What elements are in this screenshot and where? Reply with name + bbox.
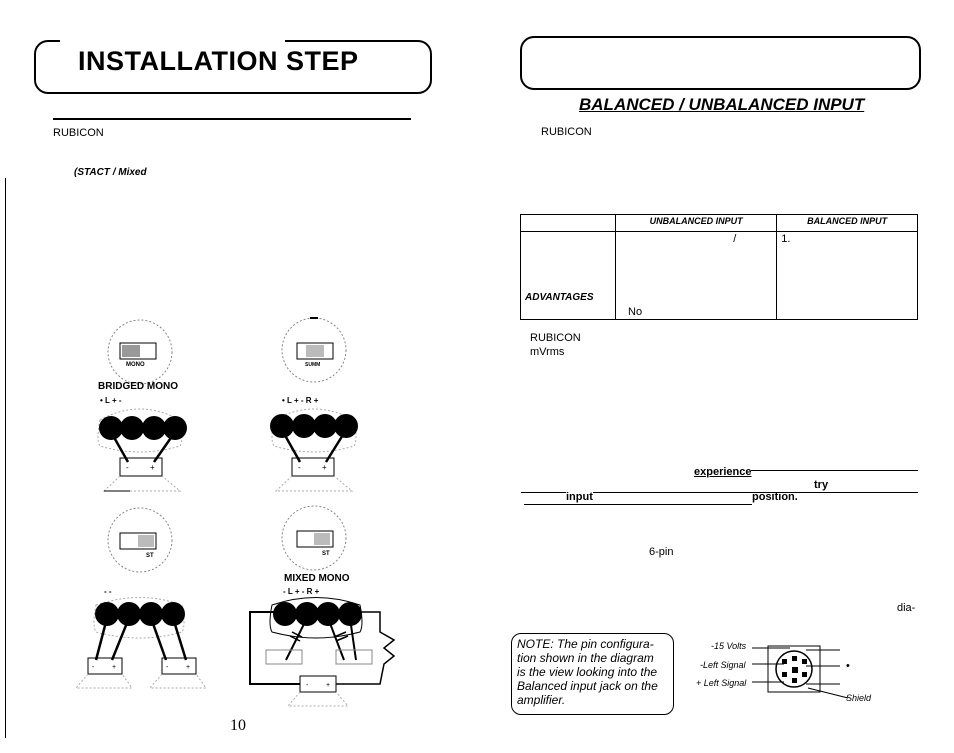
svg-text:+: + — [326, 682, 331, 689]
svg-text:+: + — [322, 463, 327, 472]
svg-text:-: - — [298, 463, 301, 472]
mode-label: MIXED MONO — [284, 573, 350, 584]
word-input: input — [566, 491, 593, 503]
pin-label-shield: Shield — [846, 693, 872, 703]
terminal-labels: - L + - R + — [283, 587, 320, 596]
svg-text:-: - — [166, 664, 169, 671]
pin-label-left-neg: -Left Signal — [700, 660, 746, 670]
word-position: position. — [752, 491, 798, 503]
note-line: tion shown in the diagram — [517, 651, 654, 665]
note-line: Balanced input jack on the — [517, 679, 658, 693]
brand-text: RUBICON — [53, 127, 104, 139]
note-line: amplifier. — [517, 693, 566, 707]
svg-text:-: - — [126, 463, 129, 472]
note-line: is the view looking into the — [517, 665, 658, 679]
cell-unbalanced-2: No — [616, 276, 777, 320]
pin-label-minus15: -15 Volts — [711, 641, 747, 651]
svg-text:+: + — [112, 664, 117, 671]
word-try: try — [814, 479, 829, 491]
brand-text: RUBICON — [541, 126, 592, 138]
switch-label: ST — [146, 553, 154, 559]
switch-label: ST — [322, 551, 330, 557]
page-number: 10 — [230, 717, 246, 734]
word-6pin: 6-pin — [649, 546, 674, 558]
unit-text: mVrms — [530, 346, 565, 358]
pin-label-dot: • — [846, 660, 850, 672]
terminal-labels: • L + - — [100, 396, 122, 405]
cell-unbalanced-1: / — [616, 232, 777, 276]
switch-label: MONO — [126, 362, 145, 368]
word-dia: dia- — [897, 602, 916, 614]
switch-label: SUMM — [305, 362, 321, 368]
word-experience: experience — [694, 466, 752, 478]
row-label-advantages: ADVANTAGES — [521, 276, 616, 320]
cell-balanced-1: 1. — [777, 232, 918, 276]
mode-label: BRIDGED MONO — [98, 381, 178, 392]
page-title: INSTALLATION STEP — [78, 46, 359, 76]
mode-note: (STACT / Mixed — [74, 167, 147, 178]
pin-label-left-pos: + Left Signal — [696, 678, 747, 688]
header-balanced: BALANCED INPUT — [777, 215, 918, 232]
svg-text:+: + — [186, 664, 191, 671]
terminal-labels: • L + - R + — [282, 396, 319, 405]
terminal-labels: - - — [104, 587, 112, 596]
header-unbalanced: UNBALANCED INPUT — [616, 215, 777, 232]
section-heading: BALANCED / UNBALANCED INPUT — [579, 95, 865, 114]
svg-text:+: + — [150, 463, 155, 472]
svg-text:-: - — [92, 664, 95, 671]
brand-text-2: RUBICON — [530, 332, 581, 344]
note-line: NOTE: The pin configura- — [517, 637, 654, 651]
svg-text:-: - — [306, 682, 309, 689]
